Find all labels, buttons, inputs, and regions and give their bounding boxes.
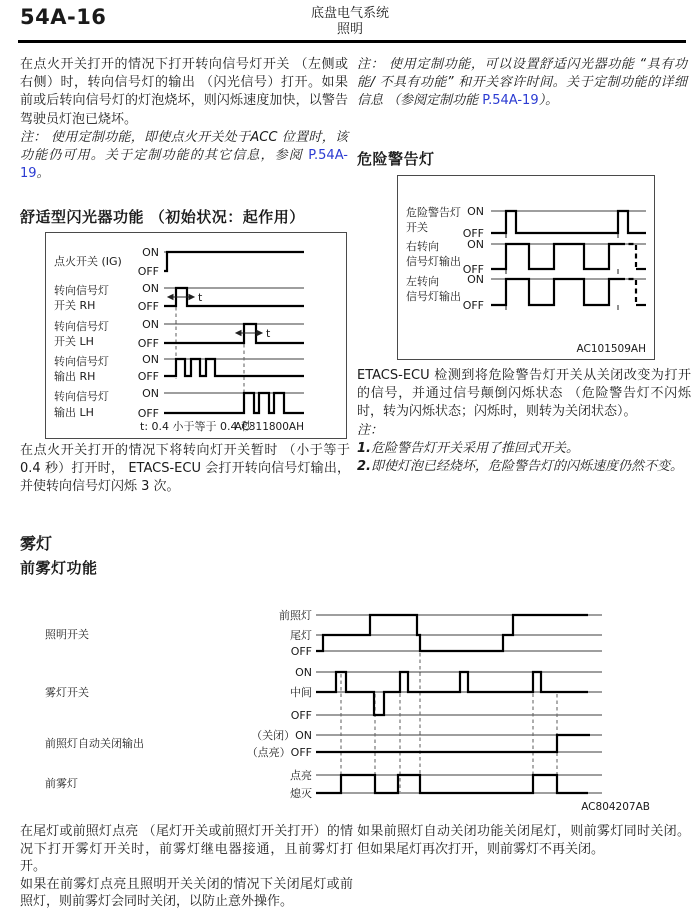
row-label-front-fog: 前雾灯 <box>45 777 78 790</box>
row-label-hazard-switch-1: 危险警告灯 <box>406 206 461 219</box>
row-label-ignition: 点火开关 (IG) <box>54 255 122 268</box>
intro-paragraph: 在点火开关打开的情况下打开转向信号灯开关 （左侧或右侧）时，转向信号灯的输出 （闪光信号）打开。如果前或后转向信号灯的灯泡烧坏，则闪烁速度加快，以警告驾驶员灯泡已烧坏。 <box>20 57 348 127</box>
row-label-turn-output-rh-1: 转向信号灯 <box>54 355 109 368</box>
level-lighting-off: OFF <box>290 645 312 658</box>
level-fog-on: ON <box>295 666 312 679</box>
bottom-right-text <box>357 823 690 858</box>
row-label-turn-switch-lh-1: 转向信号灯 <box>54 320 109 333</box>
waveform-rh-output <box>491 244 646 269</box>
row-label-hazard-switch-2: 开关 <box>406 221 428 234</box>
waveform-lh-output <box>491 279 646 305</box>
off-label-rh: OFF <box>462 263 484 276</box>
hazard-note-2 <box>357 458 691 476</box>
note-1-num: 1. <box>357 440 371 456</box>
right-column-note <box>357 56 687 111</box>
page-ref-link[interactable]: P.54A-19 <box>20 148 348 182</box>
section-title-fog-lamps: 雾灯 <box>20 534 53 553</box>
level-autocut-on: （关闭）ON <box>251 729 312 742</box>
waveform-front-fog-lamp <box>316 775 588 793</box>
row-label-rh-output-1: 右转向 <box>406 240 439 253</box>
right-note-suffix: ）。 <box>538 93 559 109</box>
diagram1-code: AC311800AH <box>234 421 304 433</box>
header-subsystem-title: 照明 <box>336 22 363 37</box>
off-label-r1: OFF <box>137 265 159 278</box>
note-2-text: 即使灯泡已经烧坏，危险警告灯的闪烁速度仍然不变。 <box>370 459 683 475</box>
left-column-intro <box>20 56 348 183</box>
timing-diagram-comfort-flasher <box>45 232 347 439</box>
diagram3-code: AC804207AB <box>581 801 650 813</box>
waveform-turn-output-rh <box>164 359 304 376</box>
hazard-note-label: 注： <box>357 422 384 438</box>
note-2-num: 2. <box>357 459 371 475</box>
waveform-rh-output-dashed <box>620 244 636 269</box>
off-label-lh: OFF <box>462 299 484 312</box>
waveform-fog-switch <box>316 672 588 715</box>
waveform-turn-switch-lh <box>164 324 304 343</box>
fog-description-1: 在尾灯或前照灯点亮 （尾灯开关或前照灯开关打开）的情况下打开雾灯开关时，前雾灯继电器接通，且前雾灯打开。 <box>20 824 353 875</box>
fog-description-2: 如果在前雾灯点亮且照明开关关闭的情况下关闭尾灯或前照灯，则前雾灯会同时关闭，以防止意外操作。 <box>20 876 353 910</box>
row-label-turn-output-rh-2: 输出 RH <box>54 370 96 383</box>
section-title-front-fog-function: 前雾灯功能 <box>20 559 98 577</box>
off-label-r3: OFF <box>137 337 159 350</box>
level-foglamp-out: 熄灭 <box>290 787 312 800</box>
row-label-turn-output-lh-1: 转向信号灯 <box>54 390 109 403</box>
section-title-comfort-flasher: 舒适型闪光器功能 （初始状况：起作用） <box>20 208 305 226</box>
section-title-hazard-lamps: 危险警告灯 <box>357 150 435 168</box>
off-label-hazard: OFF <box>462 227 484 240</box>
level-taillamp: 尾灯 <box>290 629 312 642</box>
off-label-r5: OFF <box>137 407 159 420</box>
on-label-r1: ON <box>142 246 159 259</box>
on-label-r4: ON <box>142 353 159 366</box>
row-label-turn-switch-rh-2: 开关 RH <box>54 299 96 312</box>
page-header-title <box>0 6 700 38</box>
on-label-lh: ON <box>467 273 484 286</box>
level-autocut-off: （点亮）OFF <box>246 746 312 759</box>
level-fog-off: OFF <box>290 709 312 722</box>
hazard-body: ETACS-ECU 检测到将危险警告灯开关从关闭改变为打开的信号，并通过信号颠倒闪烁状态 （危险警告灯不闪烁时，转为闪烁状态；闪烁时，则转为关闭状态）。 <box>357 368 691 420</box>
note-text: 注： 使用定制功能，即使点火开关处于ACC 位置时，该功能仍可用。关于定制功能的其它信息，参阅 <box>20 129 348 164</box>
waveform-lighting-switch <box>316 615 588 651</box>
fog-description-3: 如果前照灯自动关闭功能关闭尾灯，则前雾灯同时关闭。但如果尾灯再次打开，则前雾灯不再关闭。 <box>357 824 690 857</box>
row-label-turn-switch-rh-1: 转向信号灯 <box>54 284 109 297</box>
right-note-text: 注： 使用定制功能，可以设置舒适闪光器功能 “具有功能/ 不具有功能” 和开关容许时间。关于定制功能的详细信息 （参阅定制功能 <box>357 57 687 109</box>
page-number: 54A-16 <box>20 5 107 29</box>
row-label-rh-output-2: 信号灯输出 <box>406 255 461 268</box>
on-label-rh: ON <box>467 238 484 251</box>
row-label-turn-switch-lh-2: 开关 LH <box>54 335 94 348</box>
alignment-dashed-lines <box>341 653 557 792</box>
on-label-r3: ON <box>142 318 159 331</box>
row-label-lh-output-2: 信号灯输出 <box>406 290 461 303</box>
t-annotation-rh: t <box>198 291 203 304</box>
on-label-hazard: ON <box>467 205 484 218</box>
waveform-ignition-switch <box>164 252 304 271</box>
level-foglamp-lit: 点亮 <box>290 769 312 782</box>
row-label-fog-switch: 雾灯开关 <box>45 686 89 699</box>
page-ref-link-2[interactable]: P.54A-19 <box>482 93 539 109</box>
waveform-hazard-switch <box>491 211 646 233</box>
row-label-lh-output-1: 左转向 <box>406 275 439 288</box>
note-1-text: 危险警告灯开关采用了推回式开关。 <box>370 440 579 456</box>
row-label-headlamp-autocut: 前照灯自动关闭输出 <box>45 737 144 750</box>
t-annotation-lh: t <box>266 327 271 340</box>
alignment-dashed-lines <box>176 307 244 393</box>
level-headlamp: 前照灯 <box>279 609 312 622</box>
waveform-headlamp-autocut-output <box>316 735 590 752</box>
level-fog-middle: 中间 <box>290 686 312 699</box>
waveform-turn-output-lh <box>164 393 304 413</box>
bottom-left-text <box>20 823 353 911</box>
on-label-r2: ON <box>142 282 159 295</box>
t-arrows <box>168 295 262 336</box>
header-rule <box>18 40 686 43</box>
hazard-description-block <box>357 367 691 476</box>
header-system-title: 底盘电气系统 <box>310 6 389 21</box>
timing-diagram-hazard-lamps <box>397 175 655 360</box>
hazard-note-1 <box>357 440 691 458</box>
on-label-r5: ON <box>142 387 159 400</box>
left-note-paragraph <box>20 129 348 184</box>
waveform-lh-output-dashed <box>620 279 636 305</box>
row-label-lighting-switch: 照明开关 <box>45 628 89 641</box>
comfort-flasher-description: 在点火开关打开的情况下将转向灯开关暂时 （小于等于 0.4 秒）打开时， ETACS-ECU 会打开转向信号灯输出，并使转向信号灯闪烁 3 次。 <box>20 443 350 495</box>
diagram1-caption: t: 0.4 小于等于 0.4 秒 <box>140 420 252 433</box>
note-suffix: 。 <box>36 166 50 182</box>
row-label-turn-output-lh-2: 输出 LH <box>54 406 94 419</box>
timing-diagram-front-fog <box>30 598 675 816</box>
off-label-r4: OFF <box>137 370 159 383</box>
off-label-r2: OFF <box>137 300 159 313</box>
diagram2-code: AC101509AH <box>576 343 646 355</box>
reference-lines <box>316 615 602 793</box>
